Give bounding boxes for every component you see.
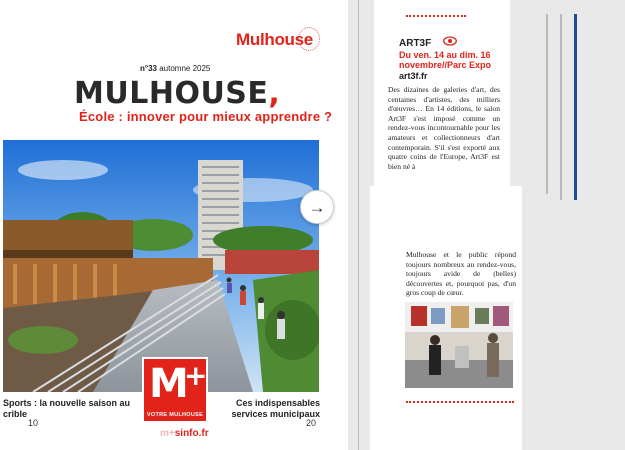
teaser-services-page: 20: [306, 418, 317, 428]
brand-name: Mulhouse: [236, 30, 313, 49]
article-date: Du ven. 14 au dim. 16 novembre//Parc Expo: [399, 50, 492, 70]
teaser-services: Ces indispensables services municipaux: [231, 398, 320, 419]
article-body-continued: Mulhouse et le public répond toujours nombreux au rendez-vous, toujours avide de (belles) découvertes et, pourquoi pas, d'un gros coup de cœur.: [406, 250, 516, 298]
next-page-button[interactable]: [300, 190, 334, 224]
site-url-prefix: m+: [160, 428, 175, 439]
article-heading: ART3F: [399, 38, 432, 49]
teaser-sports: Sports : la nouvelle saison au crible: [3, 398, 131, 419]
dotted-divider: [406, 401, 514, 403]
mplus-caption: VOTRE MULHOUSE: [146, 412, 204, 418]
teaser-sports-page: 10: [28, 418, 39, 428]
cover-title: [74, 76, 280, 111]
mplus-badge: [142, 357, 208, 423]
cover-photo: [3, 140, 319, 392]
cover-title-comma: ,: [268, 76, 281, 111]
site-url-suffix: sinfo.fr: [174, 428, 209, 439]
cover-title-text: MULHOUSE: [74, 76, 269, 111]
dotted-divider: [406, 15, 466, 17]
article-panel-bottom: [370, 186, 522, 450]
eye-icon: [443, 36, 457, 46]
column-divider: [358, 0, 359, 450]
accent-rule: [574, 14, 577, 200]
issue-info: [140, 64, 210, 73]
mplus-plus: +: [184, 359, 208, 392]
brand-logo: [236, 30, 313, 50]
article-body: Des dizaines de galeries d'art, des centaines d'artistes, des milliers d'œuvres… En 14 éditions, le salon Art3F s'est imposé comme un rendez-vous incontournable pour les amateurs et collectionneurs d'art contemporain. S'il s'est exporté aux quatre coins de l'Europe, Art3F est bien né à: [388, 85, 500, 171]
article-panel-top: [374, 0, 510, 190]
panel-edge: [546, 14, 548, 194]
site-url[interactable]: [160, 428, 209, 439]
article-site[interactable]: art3f.fr: [399, 71, 428, 81]
mplus-letter: M: [149, 361, 189, 407]
brand-swirl-icon: [298, 27, 320, 51]
issue-number: n°33: [140, 64, 157, 73]
cover-subtitle: École : innover pour mieux apprendre ?: [79, 109, 333, 124]
issue-season: automne 2025: [159, 64, 211, 73]
arrow-right-icon: →: [308, 197, 326, 217]
gallery-photo: [405, 302, 513, 388]
panel-edge: [560, 14, 562, 200]
